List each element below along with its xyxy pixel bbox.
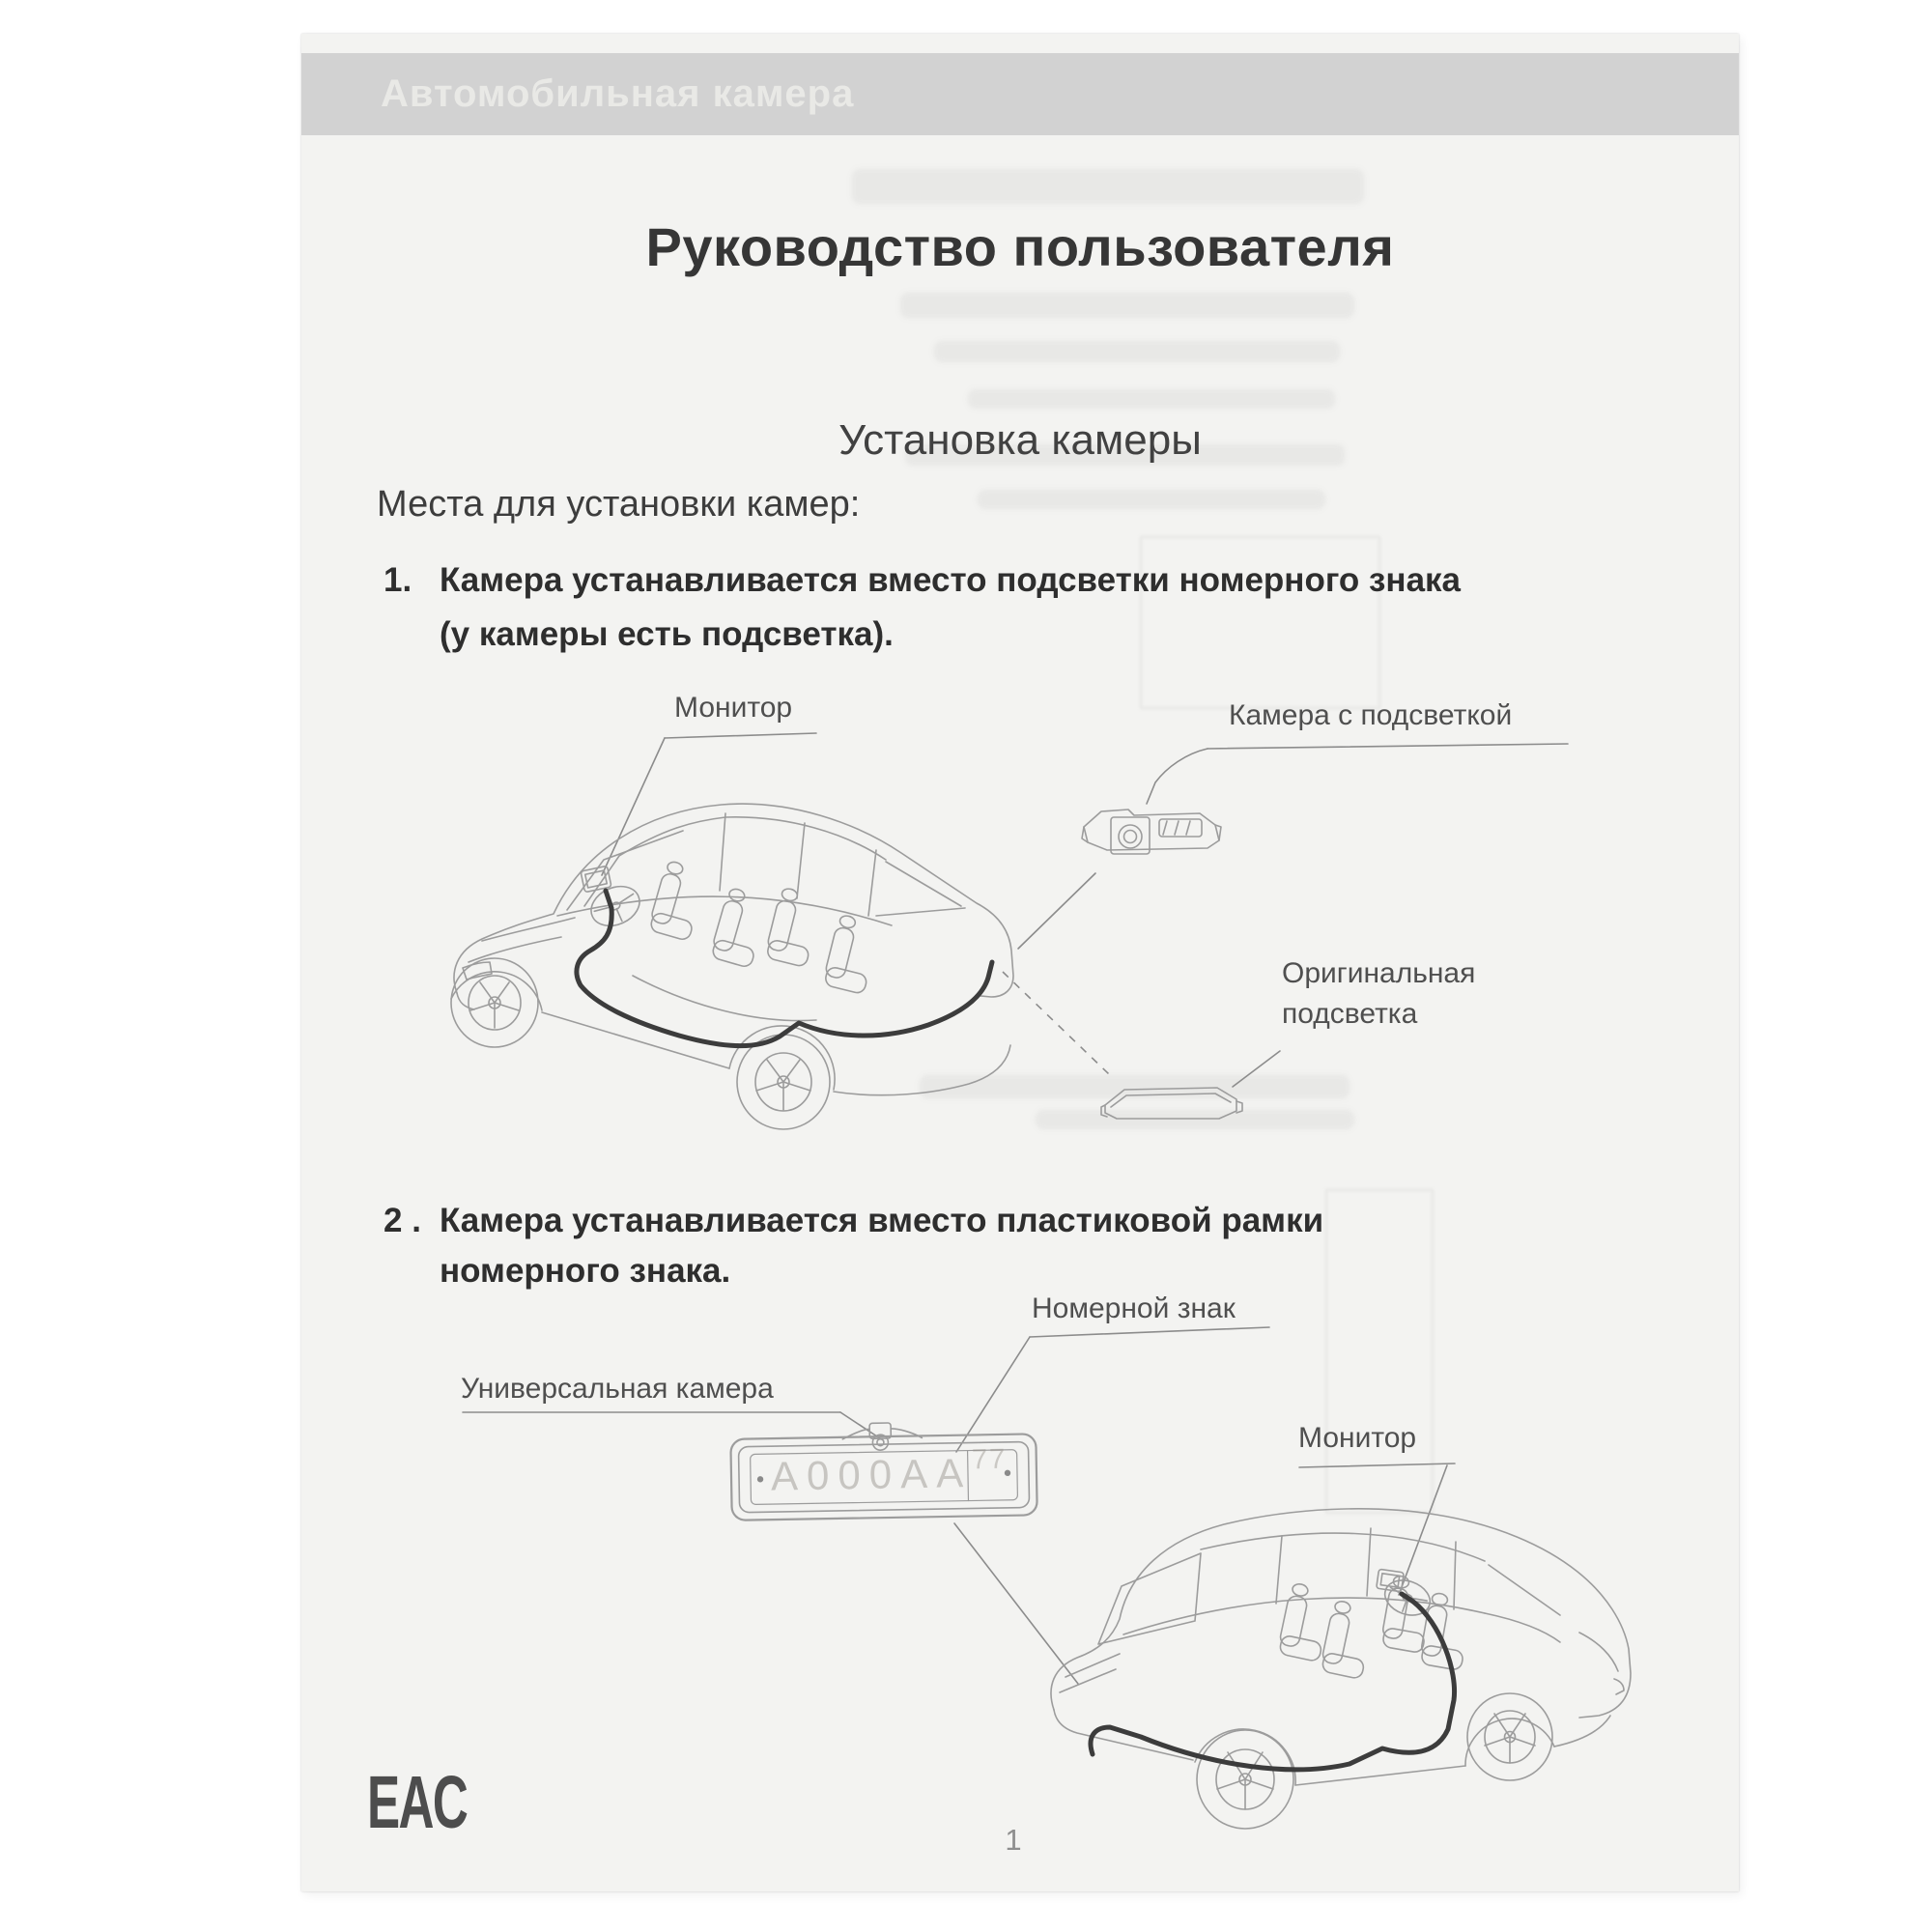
bleed-through-artifact bbox=[934, 341, 1340, 362]
section-title: Установка камеры bbox=[838, 416, 1202, 464]
monitor-label-leader bbox=[602, 733, 816, 875]
list-item-2-text: Камера устанавливается вместо пластиковой рамки номерного знака. bbox=[440, 1202, 1324, 1290]
list-item-1-text: Камера устанавливается вместо подсветки номерного знака (у камеры есть подсветка). bbox=[440, 561, 1462, 653]
seat bbox=[764, 887, 823, 967]
rear-wheel bbox=[1197, 1730, 1293, 1829]
car-cutaway-rear-view bbox=[1051, 1509, 1631, 1829]
monitor2-label-leader bbox=[1299, 1463, 1455, 1595]
monitor2-label: Монитор bbox=[1298, 1422, 1417, 1454]
seat bbox=[1277, 1582, 1334, 1662]
list-item-1-number: 1. bbox=[384, 561, 412, 599]
banner-title: Автомобильная камера bbox=[381, 72, 855, 115]
eac-certification-mark: EAC bbox=[367, 1760, 468, 1844]
bleed-through-artifact bbox=[968, 389, 1335, 409]
video-cable bbox=[1091, 1594, 1455, 1770]
camera-with-light-part bbox=[1082, 810, 1221, 854]
manual-page bbox=[301, 34, 1739, 1891]
seat bbox=[1419, 1592, 1473, 1671]
steering-wheel bbox=[585, 879, 646, 933]
license-plate-region: 77 bbox=[971, 1443, 1008, 1476]
seat bbox=[822, 914, 881, 994]
page-number: 1 bbox=[1005, 1823, 1022, 1857]
front-wheel bbox=[1467, 1693, 1552, 1780]
original-light-label-leader bbox=[1233, 1051, 1280, 1087]
diagram-camera-instead-of-plate-light bbox=[377, 676, 1604, 1140]
list-item-2-number: 2 . bbox=[384, 1202, 421, 1239]
intro-text: Места для установки камер: bbox=[377, 484, 861, 525]
plate-label: Номерной знак bbox=[1032, 1293, 1236, 1324]
page-title: Руководство пользователя bbox=[645, 216, 1395, 277]
bleed-through-artifact bbox=[978, 490, 1325, 509]
universal-camera-label: Универсальная камера bbox=[461, 1373, 774, 1405]
plate-to-car-line bbox=[954, 1523, 1078, 1684]
video-cable bbox=[577, 891, 992, 1046]
seat bbox=[647, 860, 708, 941]
universal-camera-label-leader bbox=[463, 1412, 880, 1438]
header-banner bbox=[301, 53, 1739, 135]
bleed-through-artifact bbox=[900, 293, 1354, 318]
seat bbox=[1320, 1600, 1377, 1680]
original-light-part bbox=[1101, 1088, 1242, 1119]
camera-with-light-label: Камера с подсветкой bbox=[1229, 699, 1513, 731]
list-item-2 bbox=[384, 1196, 1668, 1296]
list-item-1 bbox=[384, 554, 1668, 662]
rear-wheel bbox=[737, 1035, 830, 1129]
car-cutaway-front-view bbox=[451, 804, 1013, 1129]
original-light-label: Оригинальная подсветка bbox=[1282, 957, 1476, 1030]
license-plate-number: А000АА bbox=[770, 1450, 973, 1499]
plate-label-leader bbox=[956, 1327, 1269, 1452]
camera-label-leader bbox=[1147, 744, 1568, 804]
bleed-through-artifact bbox=[852, 169, 1364, 204]
camera-to-car-line bbox=[1018, 873, 1095, 949]
replacement-dashed-line bbox=[1003, 972, 1109, 1074]
monitor-label: Монитор bbox=[674, 692, 793, 724]
